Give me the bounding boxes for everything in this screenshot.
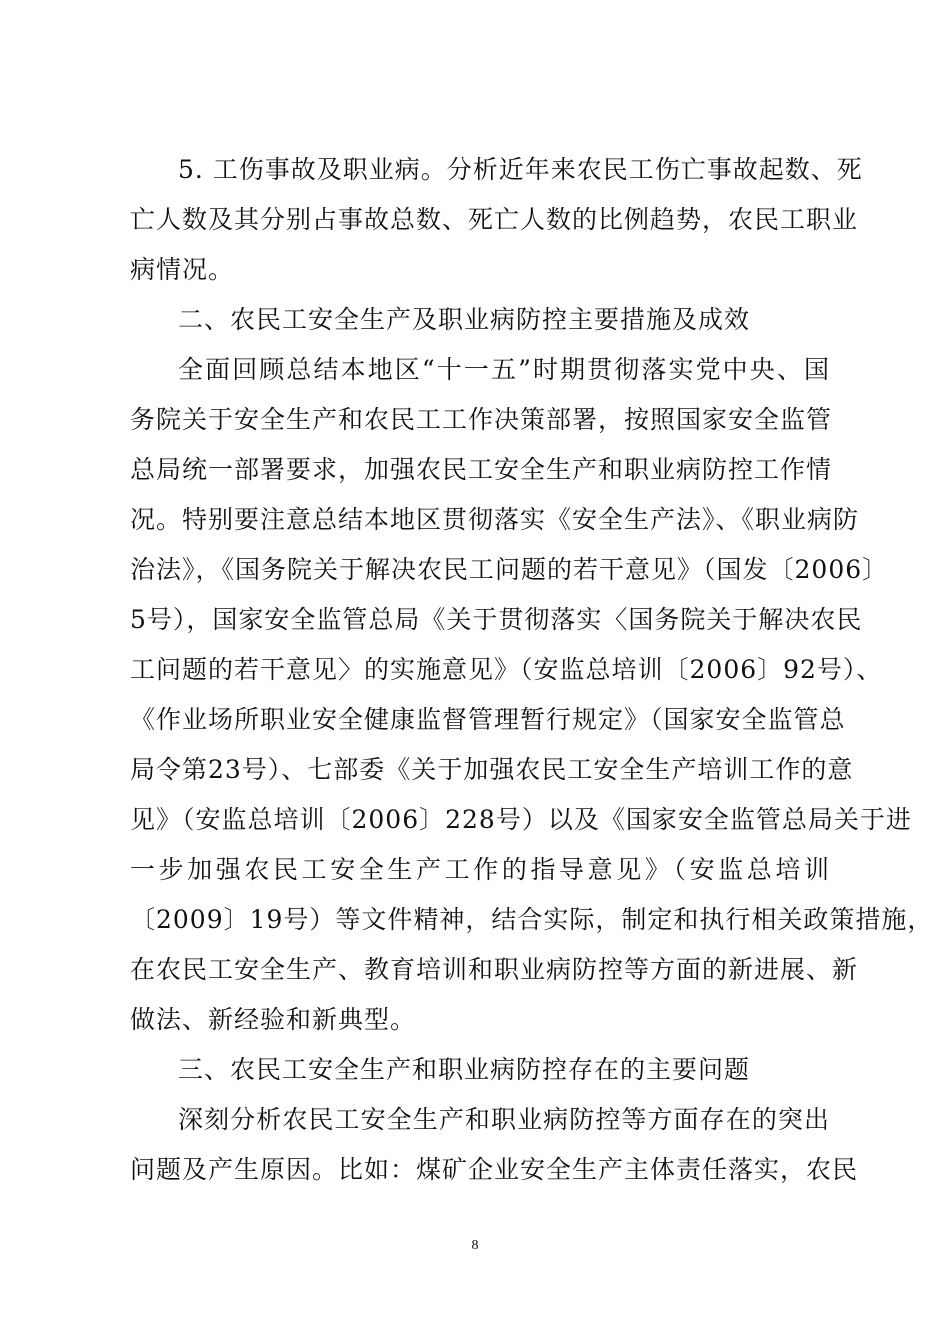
paragraph-line: 病情况。 — [130, 255, 235, 284]
paragraph-line: 5号），国家安全监管总局《关于贯彻落实〈国务院关于解决农民 — [130, 605, 863, 634]
paragraph-line: 治法》，《国务院关于解决农民工问题的若干意见》（国发〔2006〕 — [130, 555, 889, 584]
paragraph-line: 在农民工安全生产、教育培训和职业病防控等方面的新进展、新 — [130, 955, 859, 984]
section-heading-3: 三、农民工安全生产和职业病防控存在的主要问题 — [178, 1055, 751, 1084]
section-heading-2: 二、农民工安全生产及职业病防控主要措施及成效 — [178, 305, 751, 334]
paragraph-line: 务院关于安全生产和农民工工作决策部署，按照国家安全监管 — [130, 405, 833, 434]
paragraph-line: 全面回顾总结本地区“十一五”时期贯彻落实党中央、国 — [178, 355, 830, 384]
paragraph-line: 问题及产生原因。比如：煤矿企业安全生产主体责任落实，农民 — [130, 1155, 859, 1184]
paragraph-line: 深刻分析农民工安全生产和职业病防控等方面存在的突出 — [178, 1105, 830, 1134]
paragraph-line: 5. 工伤事故及职业病。分析近年来农民工伤亡事故起数、死 — [178, 155, 863, 184]
paragraph-line: 亡人数及其分别占事故总数、死亡人数的比例趋势，农民工职业 — [130, 205, 859, 234]
page-number: 8 — [471, 1238, 479, 1253]
paragraph-line: 工问题的若干意见〉的实施意见》（安监总培训〔2006〕92号）、 — [130, 655, 883, 684]
paragraph-line: 〔2009〕19号）等文件精神，结合实际，制定和执行相关政策措施， — [130, 905, 934, 934]
paragraph-line: 局令第23号）、七部委《关于加强农民工安全生产培训工作的意 — [130, 755, 854, 784]
paragraph-line: 《作业场所职业安全健康监督管理暂行规定》（国家安全监管总 — [130, 705, 846, 734]
paragraph-line: 见》（安监总培训〔2006〕228号）以及《国家安全监管总局关于进 — [130, 805, 912, 834]
paragraph-line: 况。特别要注意总结本地区贯彻落实《安全生产法》、《职业病防 — [130, 505, 860, 534]
paragraph-line: 一步加强农民工安全生产工作的指导意见》（安监总培训 — [130, 855, 830, 884]
paragraph-line: 做法、新经验和新典型。 — [130, 1005, 417, 1034]
paragraph-line: 总局统一部署要求，加强农民工安全生产和职业病防控工作情 — [130, 455, 833, 484]
